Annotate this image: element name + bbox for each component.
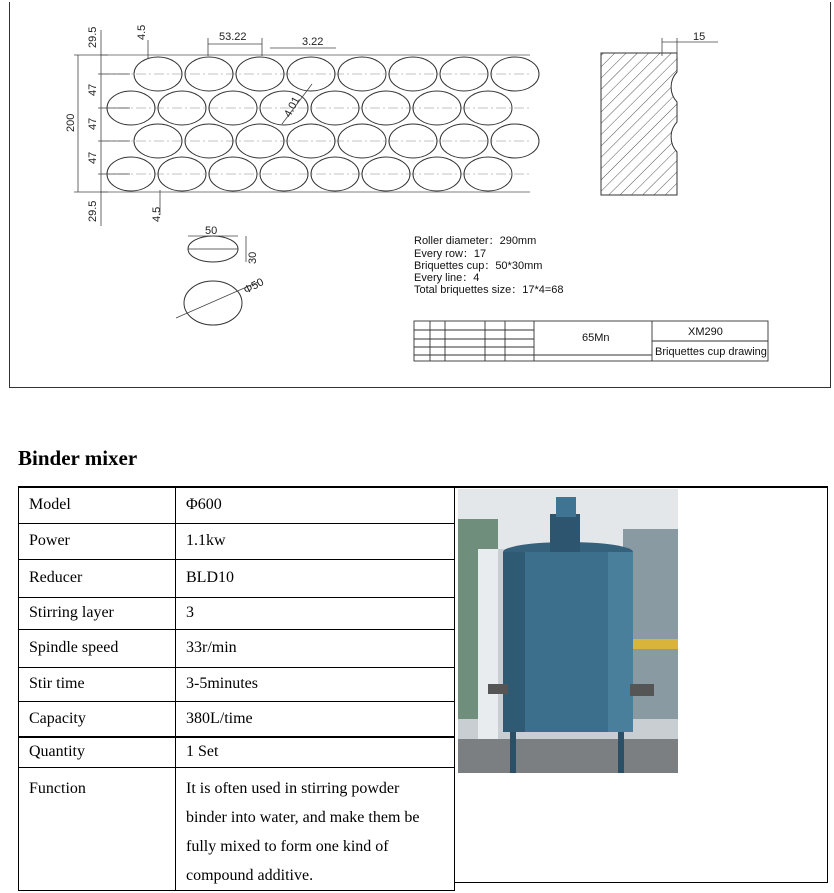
briquette-cup-drawing [0, 0, 834, 392]
note-every-row: Every row：17 [414, 248, 487, 260]
table-row [19, 559, 455, 597]
spec-value: 3-5minutes [176, 667, 455, 701]
dim-diagonal: 4.01 [282, 94, 303, 120]
spec-value: 1.1kw [176, 523, 455, 559]
dim-offset-top: 4.5 [136, 24, 148, 40]
dim-total-width: 200 [65, 113, 77, 132]
spec-label: Stir time [19, 667, 176, 701]
spec-label: Model [19, 487, 176, 523]
binder-mixer-photo [458, 489, 678, 773]
spec-label: Reducer [19, 559, 176, 597]
dim-row-pitch-2: 47 [87, 117, 99, 130]
table-row [19, 701, 455, 737]
dim-pitch-horizontal: 53.22 [219, 31, 247, 43]
table-row [19, 629, 455, 667]
spec-value: BLD10 [176, 559, 455, 597]
table-row [19, 767, 455, 890]
table-row [19, 737, 455, 767]
spec-table [18, 486, 455, 891]
roller-section-icon [601, 53, 677, 195]
dim-cup-width: 50 [205, 225, 218, 237]
spec-value: It is often used in stirring powder binder into water, and make them be fully mixed to form one kind of compound additive. [176, 767, 455, 890]
dim-row-pitch-1: 47 [87, 83, 99, 96]
note-cup-size: Briquettes cup：50*30mm [414, 260, 543, 272]
spec-value: 380L/time [176, 701, 455, 737]
note-roller-diameter: Roller diameter：290mm [414, 235, 537, 247]
table-row [19, 597, 455, 629]
title-block-number: XM290 [688, 326, 723, 338]
spec-label: Power [19, 523, 176, 559]
spec-label: Capacity [19, 701, 176, 737]
spec-value: 33r/min [176, 629, 455, 667]
dim-groove: 15 [693, 31, 706, 43]
dim-gap: 3.22 [302, 36, 324, 48]
table-row [19, 667, 455, 701]
dim-cup-diameter: Φ50 [241, 276, 266, 297]
title-block-name: Briquettes cup drawing [655, 346, 767, 358]
note-total-size: Total briquettes size：17*4=68 [414, 284, 564, 296]
spec-label: Function [19, 767, 176, 890]
dim-cup-height: 30 [247, 251, 259, 264]
dim-top-margin: 29.5 [87, 26, 99, 48]
spec-value: Φ600 [176, 487, 455, 523]
spec-label: Quantity [19, 737, 176, 767]
dim-row-pitch-3: 47 [87, 151, 99, 164]
table-row [19, 523, 455, 559]
title-block-material: 65Mn [582, 332, 610, 344]
spec-value: 1 Set [176, 737, 455, 767]
spec-value: 3 [176, 597, 455, 629]
dim-offset-bottom: 4.5 [151, 206, 163, 222]
spec-label: Spindle speed [19, 629, 176, 667]
table-row [19, 487, 455, 523]
spec-label: Stirring layer [19, 597, 176, 629]
section-title: Binder mixer [18, 446, 138, 470]
dim-bottom-margin: 29.5 [87, 200, 99, 222]
note-every-line: Every line：4 [414, 272, 480, 284]
